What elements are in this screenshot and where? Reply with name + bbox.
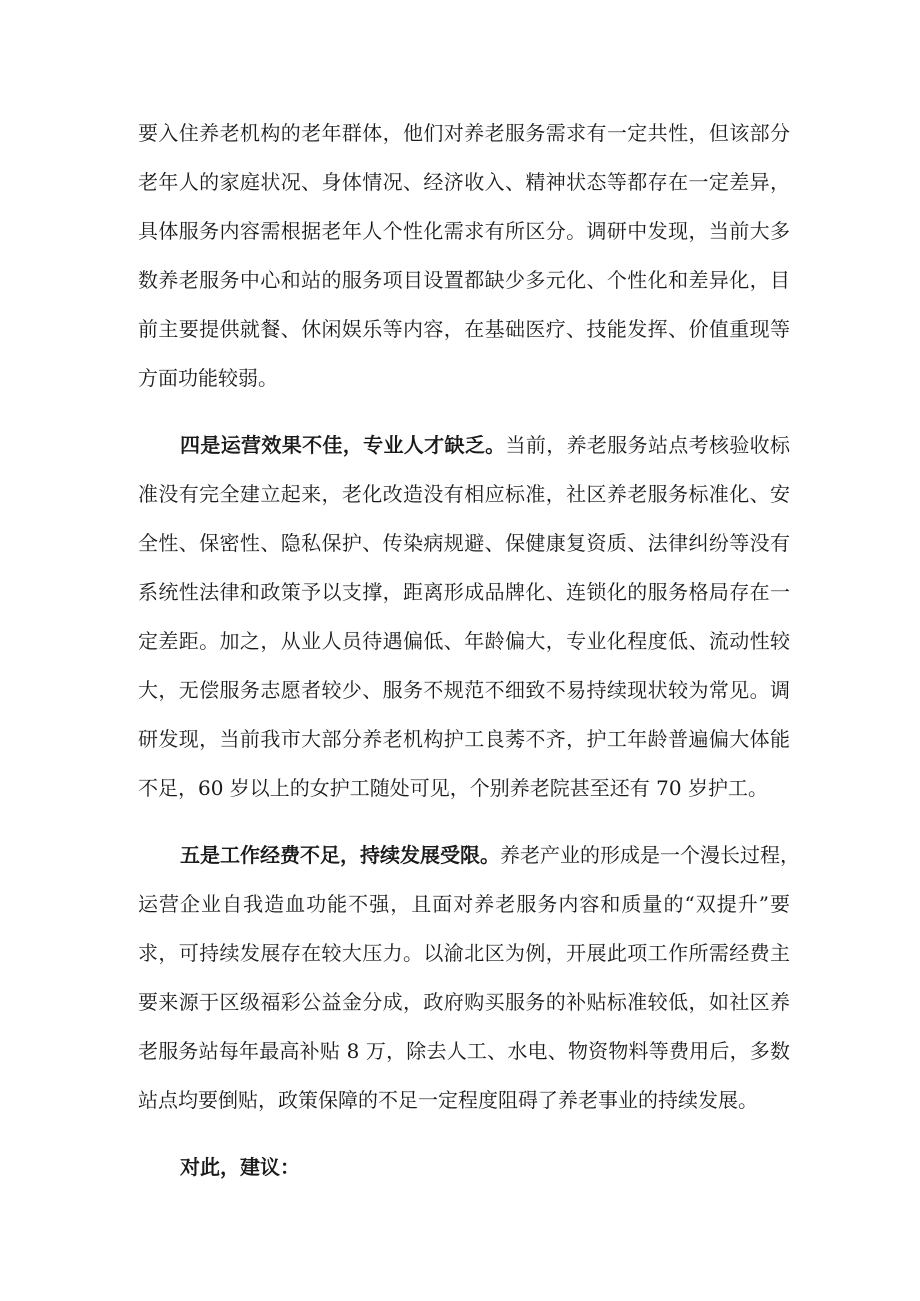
text-line: 方面功能较弱。 bbox=[138, 366, 278, 390]
text-line: 运营企业自我造血功能不强，且面对养老服务内容和质量的“双提升”要 bbox=[138, 892, 790, 916]
text-line: 研发现，当前我市大部分养老机构护工良莠不齐，护工年龄普遍偏大体能 bbox=[138, 727, 790, 751]
text-line: 具体服务内容需根据老年人个性化需求有所区分。调研中发现，当前大多 bbox=[138, 219, 790, 243]
text-line: 求，可持续发展存在较大压力。以渝北区为例，开展此项工作所需经费主 bbox=[138, 941, 790, 965]
text-line: 要来源于区级福彩公益金分成，政府购买服务的补贴标准较低，如社区养 bbox=[138, 990, 790, 1014]
paragraph-heading: 四是运营效果不佳，专业人才缺乏。 bbox=[180, 433, 506, 457]
paragraph-heading: 对此，建议： bbox=[180, 1155, 300, 1179]
text-line: 老服务站每年最高补贴 8 万，除去人工、水电、物资物料等费用后，多数 bbox=[138, 1039, 790, 1063]
text-line-first bbox=[180, 431, 790, 459]
text-line: 站点均要倒贴，政策保障的不足一定程度阻碍了养老事业的持续发展。 bbox=[138, 1088, 758, 1112]
text-line: 大，无偿服务志愿者较少、服务不规范不细致不易持续现状较为常见。调 bbox=[138, 678, 790, 702]
text-line: 老年人的家庭状况、身体情况、经济收入、精神状态等都存在一定差异， bbox=[138, 170, 790, 194]
text-line: 定差距。加之，从业人员待遇偏低、年龄偏大，专业化程度低、流动性较 bbox=[138, 629, 790, 653]
text-line-first bbox=[180, 841, 800, 869]
text-line: 全性、保密性、隐私保护、传染病规避、保健康复资质、法律纠纷等没有 bbox=[138, 531, 790, 555]
text-line: 要入住养老机构的老年群体，他们对养老服务需求有一定共性，但该部分 bbox=[138, 121, 790, 145]
text-line: 不足，60 岁以上的女护工随处可见，个别养老院甚至还有 70 岁护工。 bbox=[138, 776, 768, 800]
text-line: 数养老服务中心和站的服务项目设置都缺少多元化、个性化和差异化，目 bbox=[138, 268, 790, 292]
text-line: 前主要提供就餐、休闲娱乐等内容，在基础医疗、技能发挥、价值重现等 bbox=[138, 317, 790, 341]
text-fragment: 当前，养老服务站点考核验收标 bbox=[505, 433, 791, 457]
paragraph-heading: 五是工作经费不足，持续发展受限。 bbox=[180, 843, 500, 867]
text-line: 准没有完全建立起来，老化改造没有相应标准，社区养老服务标准化、安 bbox=[138, 482, 790, 506]
text-fragment: 养老产业的形成是一个漫长过程， bbox=[500, 843, 800, 867]
text-line: 系统性法律和政策予以支撑，距离形成品牌化、连锁化的服务格局存在一 bbox=[138, 580, 790, 604]
